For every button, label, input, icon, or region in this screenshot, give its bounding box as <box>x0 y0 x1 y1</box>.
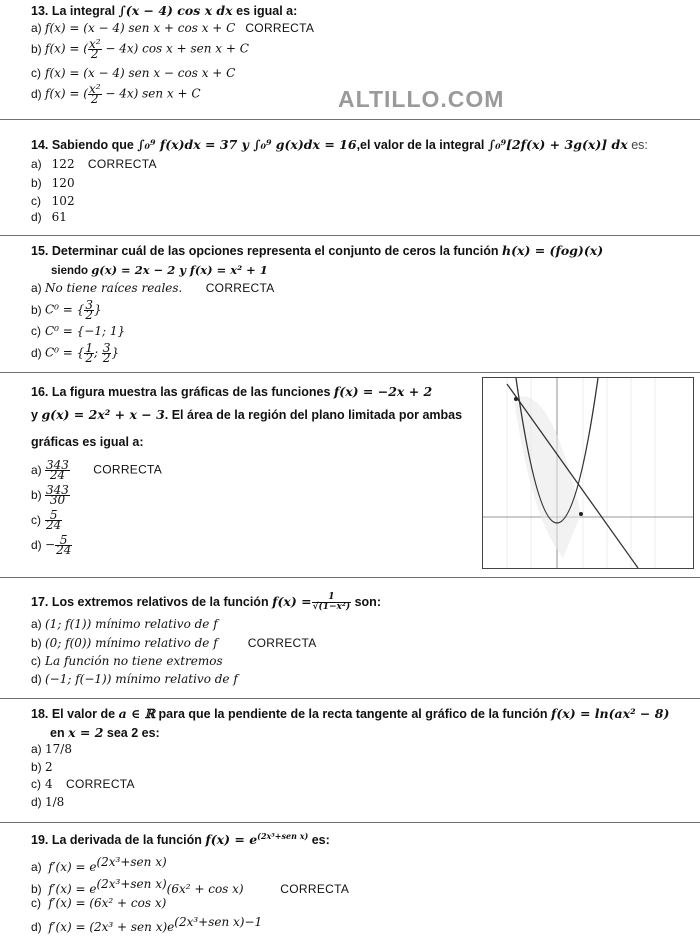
q19-heading: 19. La derivada de la función $f(x) = e^{(2x^3+sen x)}$ es: <box>31 831 330 848</box>
q15-subheading: siendo g(x) = 2x − 2 y f(x) = x² + 1 <box>51 263 268 277</box>
q19-option-d: d) f′(x) = (2x³ + sen $x)e^{(2x^3+sen x)-1}$ <box>31 915 263 934</box>
q15-option-c: c) C⁰ = {−1; 1} <box>31 324 126 338</box>
q14-heading: 14. Sabiendo que ∫₀⁹ f(x)dx = 37 y ∫₀⁹ g(x)dx = 16,el valor de la integral ∫₀⁹[2f(x) + 3g(x)] dx es: <box>31 137 648 152</box>
q19-option-a: a) $f'(x) = e^{(2x^3+sen x)}$ <box>31 855 167 874</box>
correct-mark: CORRECTA <box>87 157 157 171</box>
q14-option-a: a) 122 CORRECTA <box>31 157 157 171</box>
q15-option-a: a) No tiene raíces reales. CORRECTA <box>31 281 275 295</box>
q13-option-b: b) f(x) = ( $\frac{\text{x²}}{2}$ − 4x) cos x + sen x + C <box>31 37 249 61</box>
fraction: $\frac{3}{2}$ <box>85 298 93 322</box>
q13-heading <box>31 3 297 18</box>
divider <box>0 698 700 699</box>
fraction: $\frac{1}{2}$ <box>85 341 93 365</box>
q16-option-d: d) − $\frac{5}{24}$ <box>31 533 72 557</box>
q14-integrals: ∫₀⁹ f(x)dx = 37 y ∫₀⁹ g(x)dx = 16 <box>137 137 357 152</box>
q13-integral: ∫(x − 4) cos x dx <box>118 3 233 18</box>
q18-heading: 18. El valor de a ∈ ℝ para que la pendiente de la recta tangente al gráfico de la función f(x) = ln(ax² − 8) <box>31 706 670 721</box>
divider <box>0 119 700 120</box>
watermark-logo: ALTILLO.COM <box>338 86 505 112</box>
line-f <box>507 384 638 568</box>
divider <box>0 577 700 578</box>
q15-hx: h(x) = (fog)(x) <box>502 243 604 258</box>
shaded-region <box>514 396 581 558</box>
q18-option-a: a) 17/8 <box>31 742 72 756</box>
q16-line1: 16. La figura muestra las gráficas de las funciones f(x) = −2x + 2 <box>31 384 433 399</box>
correct-mark: CORRECTA <box>205 281 275 295</box>
q13-option-a: a) f(x) = (x − 4) sen x + cos x + C CORRECTA <box>31 21 315 35</box>
q14-option-b: b) 120 <box>31 176 75 190</box>
fraction: $\frac{5}{24}$ <box>46 508 62 532</box>
graph-svg <box>483 378 693 568</box>
fraction: $\frac{\text{x²}}{2}$ <box>88 82 101 106</box>
q13-title: 13. La integral <box>31 4 116 18</box>
q19-option-b: b) $f'(x) = e^{(2x^3+sen x)}(6x^2 + \cos x)$ CORRECTA <box>31 877 350 896</box>
correct-mark: CORRECTA <box>280 882 350 896</box>
fraction: $\frac{343}{30}$ <box>46 483 69 507</box>
q14-target-integral: ∫₀⁹[2f(x) + 3g(x)] dx <box>487 137 628 152</box>
intersection-point <box>514 397 518 401</box>
q15-option-d: d) C⁰ = { $\frac{1}{2}$ ; $\frac{3}{2}$ } <box>31 341 120 365</box>
q13-title-tail: es igual a: <box>236 4 298 18</box>
fraction: $\frac{3}{2}$ <box>102 341 111 365</box>
correct-mark: CORRECTA <box>245 21 315 35</box>
q18-option-d: d) 1/8 <box>31 795 65 809</box>
q15-option-b: b) C⁰ = { $\frac{3}{2}$ } <box>31 298 102 322</box>
divider <box>0 822 700 823</box>
q16-option-b: b) $\frac{343}{30}$ <box>31 483 69 507</box>
divider <box>0 235 700 236</box>
fraction: $\frac{\text{x²}}{2}$ <box>88 37 101 61</box>
q16-line2: y g(x) = 2x² + x − 3. El área de la región del plano limitada por ambas <box>31 407 463 422</box>
q17-heading: 17. Los extremos relativos de la función f(x) = $\frac{1}{\text{√(1−x²)}}$ son: <box>31 592 381 612</box>
q16-option-a: a) $\frac{343}{24}$ CORRECTA <box>31 458 163 482</box>
fraction: $\frac{5}{24}$ <box>56 533 72 557</box>
q17-option-a: a) (1; f(1)) mínimo relativo de f <box>31 617 218 631</box>
q16-line3: gráficas es igual a: <box>31 435 144 449</box>
q18-option-c: c) 4 CORRECTA <box>31 777 135 791</box>
q18-option-b: b) 2 <box>31 760 53 774</box>
q16-graph-figure <box>482 377 694 569</box>
q17-option-c: c) La función no tiene extremos <box>31 654 223 668</box>
q17-option-d: d) (−1; f(−1)) mínimo relativo de f <box>31 672 238 686</box>
intersection-point <box>579 512 583 516</box>
fraction: $\frac{1}{\text{√(1−x²)}}$ <box>312 592 351 612</box>
q13-option-c: c) f(x) = (x − 4) sen x − cos x + C <box>31 66 236 80</box>
q18-subheading: en x = 2 sea 2 es: <box>50 725 160 740</box>
correct-mark: CORRECTA <box>65 777 135 791</box>
q14-option-c: c) 102 <box>31 194 75 208</box>
divider <box>0 372 700 373</box>
correct-mark: CORRECTA <box>247 636 317 650</box>
correct-mark: CORRECTA <box>93 462 163 477</box>
q19-option-c: c) f′(x) = (6x² + cos x) <box>31 896 167 910</box>
q13-option-d: d) f(x) = ( $\frac{\text{x²}}{2}$ − 4x) sen x + C <box>31 82 201 106</box>
q17-option-b: b) (0; f(0)) mínimo relativo de f CORRECTA <box>31 636 317 650</box>
q15-heading: 15. Determinar cuál de las opciones representa el conjunto de ceros la función h(x) = (fog)(x) <box>31 243 604 258</box>
q16-option-c: c) $\frac{5}{24}$ <box>31 508 62 532</box>
fraction: $\frac{343}{24}$ <box>46 458 69 482</box>
q14-option-d: d) 61 <box>31 210 67 224</box>
